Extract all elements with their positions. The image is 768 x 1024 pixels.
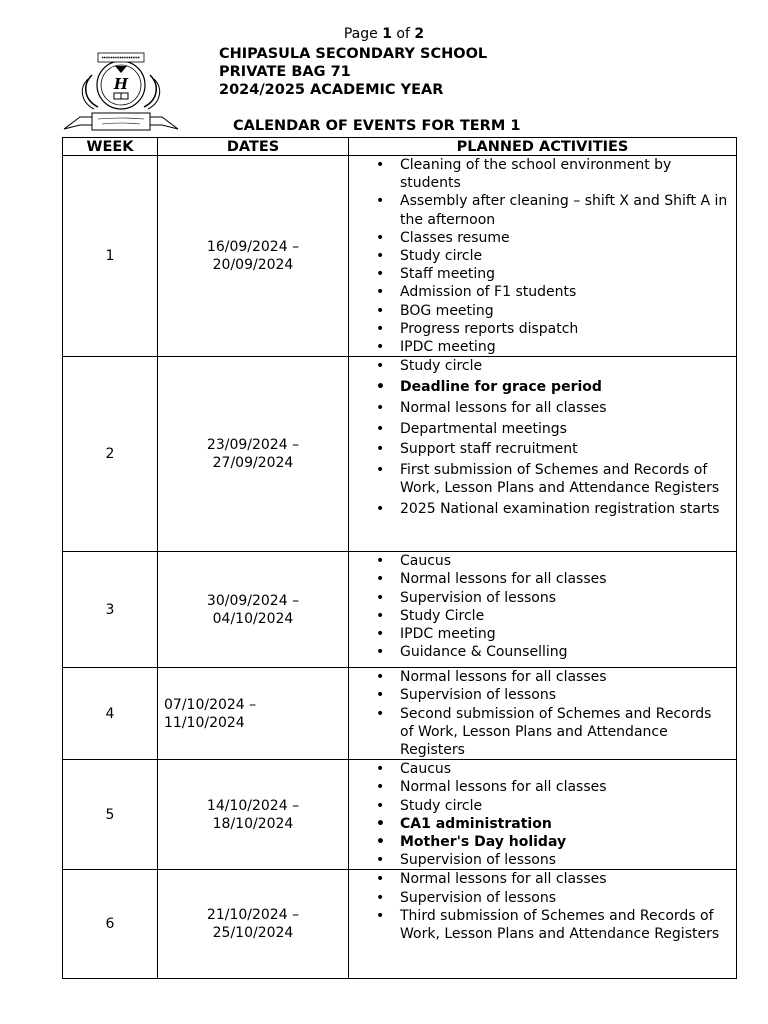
list-item: • Study circle: [349, 357, 728, 375]
list-item: • Deadline for grace period: [349, 378, 728, 396]
list-item: • Admission of F1 students: [349, 283, 728, 301]
calendar-title: CALENDAR OF EVENTS FOR TERM 1: [233, 118, 521, 134]
list-item: • Normal lessons for all classes: [349, 668, 728, 686]
dates-cell: [158, 668, 349, 760]
dates-start: 30/09/2024 –: [206, 592, 300, 609]
list-item: • Staff meeting: [349, 265, 728, 283]
dates-end: 18/10/2024: [212, 815, 294, 832]
list-item: • Progress reports dispatch: [349, 320, 728, 338]
academic-year: 2024/2025 ACADEMIC YEAR: [219, 82, 444, 98]
dates-end: 25/10/2024: [212, 925, 294, 942]
list-item: • Study circle: [349, 797, 728, 815]
list-item: • 2025 National examination registration starts: [349, 500, 728, 518]
list-item: • Normal lessons for all classes: [349, 870, 728, 888]
list-item: • Normal lessons for all classes: [349, 399, 728, 417]
column-header-dates: DATES: [158, 138, 349, 156]
list-item: • Supervision of lessons: [349, 686, 728, 704]
activities-list: [349, 156, 728, 356]
activities-cell: [349, 760, 737, 870]
dates-start: 21/10/2024 –: [206, 907, 300, 924]
list-item: • Assembly after cleaning – shift X and Shift A in the afternoon: [349, 192, 728, 228]
dates-start: 23/09/2024 –: [206, 437, 300, 454]
week-cell: 6: [63, 870, 158, 979]
table-header-row: [63, 138, 737, 156]
table-row: [63, 156, 737, 357]
school-crest-logo: [62, 45, 180, 133]
list-item: • Mother's Day holiday: [349, 833, 728, 851]
dates-start: 07/10/2024 –: [164, 696, 257, 713]
list-item: • Guidance & Counselling: [349, 643, 728, 661]
page-total: 2: [414, 26, 425, 42]
week-cell: 4: [63, 668, 158, 760]
table-row: [63, 870, 737, 979]
list-item: • Supervision of lessons: [349, 889, 728, 907]
column-header-activities: PLANNED ACTIVITIES: [349, 138, 737, 156]
list-item: • Classes resume: [349, 229, 728, 247]
page-of: of: [396, 26, 410, 42]
svg-text:H: H: [113, 75, 129, 93]
activities-cell: [349, 156, 737, 357]
list-item: • Supervision of lessons: [349, 589, 728, 607]
page-current: 1: [382, 26, 392, 42]
list-item: • Study circle: [349, 247, 728, 265]
dates-cell: [158, 357, 349, 552]
list-item: • Caucus: [349, 552, 728, 570]
activities-cell: [349, 668, 737, 760]
activities-list: [349, 760, 728, 869]
list-item: • BOG meeting: [349, 302, 728, 320]
list-item: • IPDC meeting: [349, 338, 728, 356]
activities-list: [349, 668, 728, 759]
list-item: • CA1 administration: [349, 815, 728, 833]
dates-end: 11/10/2024: [164, 714, 245, 731]
table-row: [63, 760, 737, 870]
list-item: • Departmental meetings: [349, 420, 728, 438]
calendar-table: [62, 137, 737, 979]
dates-cell: [158, 552, 349, 668]
table-row: [63, 668, 737, 760]
dates-end: 04/10/2024: [212, 610, 294, 627]
list-item: • Supervision of lessons: [349, 851, 728, 869]
list-item: • Support staff recruitment: [349, 440, 728, 458]
school-address: PRIVATE BAG 71: [219, 64, 351, 80]
activities-list: [349, 870, 728, 943]
list-item: • IPDC meeting: [349, 625, 728, 643]
activities-cell: [349, 552, 737, 668]
school-header: [219, 45, 487, 99]
week-cell: 2: [63, 357, 158, 552]
page-number: [0, 26, 768, 42]
list-item: • Cleaning of the school environment by students: [349, 156, 728, 192]
dates-end: 20/09/2024: [212, 257, 294, 274]
list-item: • Normal lessons for all classes: [349, 778, 728, 796]
dates-start: 16/09/2024 –: [206, 238, 300, 255]
table-row: [63, 357, 737, 552]
list-item: • Second submission of Schemes and Records of Work, Lesson Plans and Attendance Registers: [349, 705, 728, 760]
dates-start: 14/10/2024 –: [206, 797, 300, 814]
activities-cell: [349, 870, 737, 979]
school-name: CHIPASULA SECONDARY SCHOOL: [219, 46, 488, 62]
list-item: • Study Circle: [349, 607, 728, 625]
week-cell: 1: [63, 156, 158, 357]
activities-list: [349, 552, 728, 661]
column-header-week: WEEK: [63, 138, 158, 156]
activities-list: [349, 357, 728, 518]
week-cell: 5: [63, 760, 158, 870]
dates-cell: [158, 760, 349, 870]
dates-end: 27/09/2024: [212, 455, 294, 472]
week-cell: 3: [63, 552, 158, 668]
dates-cell: [158, 156, 349, 357]
activities-cell: [349, 357, 737, 552]
list-item: • Third submission of Schemes and Records of Work, Lesson Plans and Attendance Registers: [349, 907, 728, 943]
dates-cell: [158, 870, 349, 979]
list-item: • Normal lessons for all classes: [349, 570, 728, 588]
list-item: • Caucus: [349, 760, 728, 778]
table-row: [63, 552, 737, 668]
page-prefix: Page: [343, 26, 378, 42]
list-item: • First submission of Schemes and Records of Work, Lesson Plans and Attendance Registers: [349, 461, 728, 497]
